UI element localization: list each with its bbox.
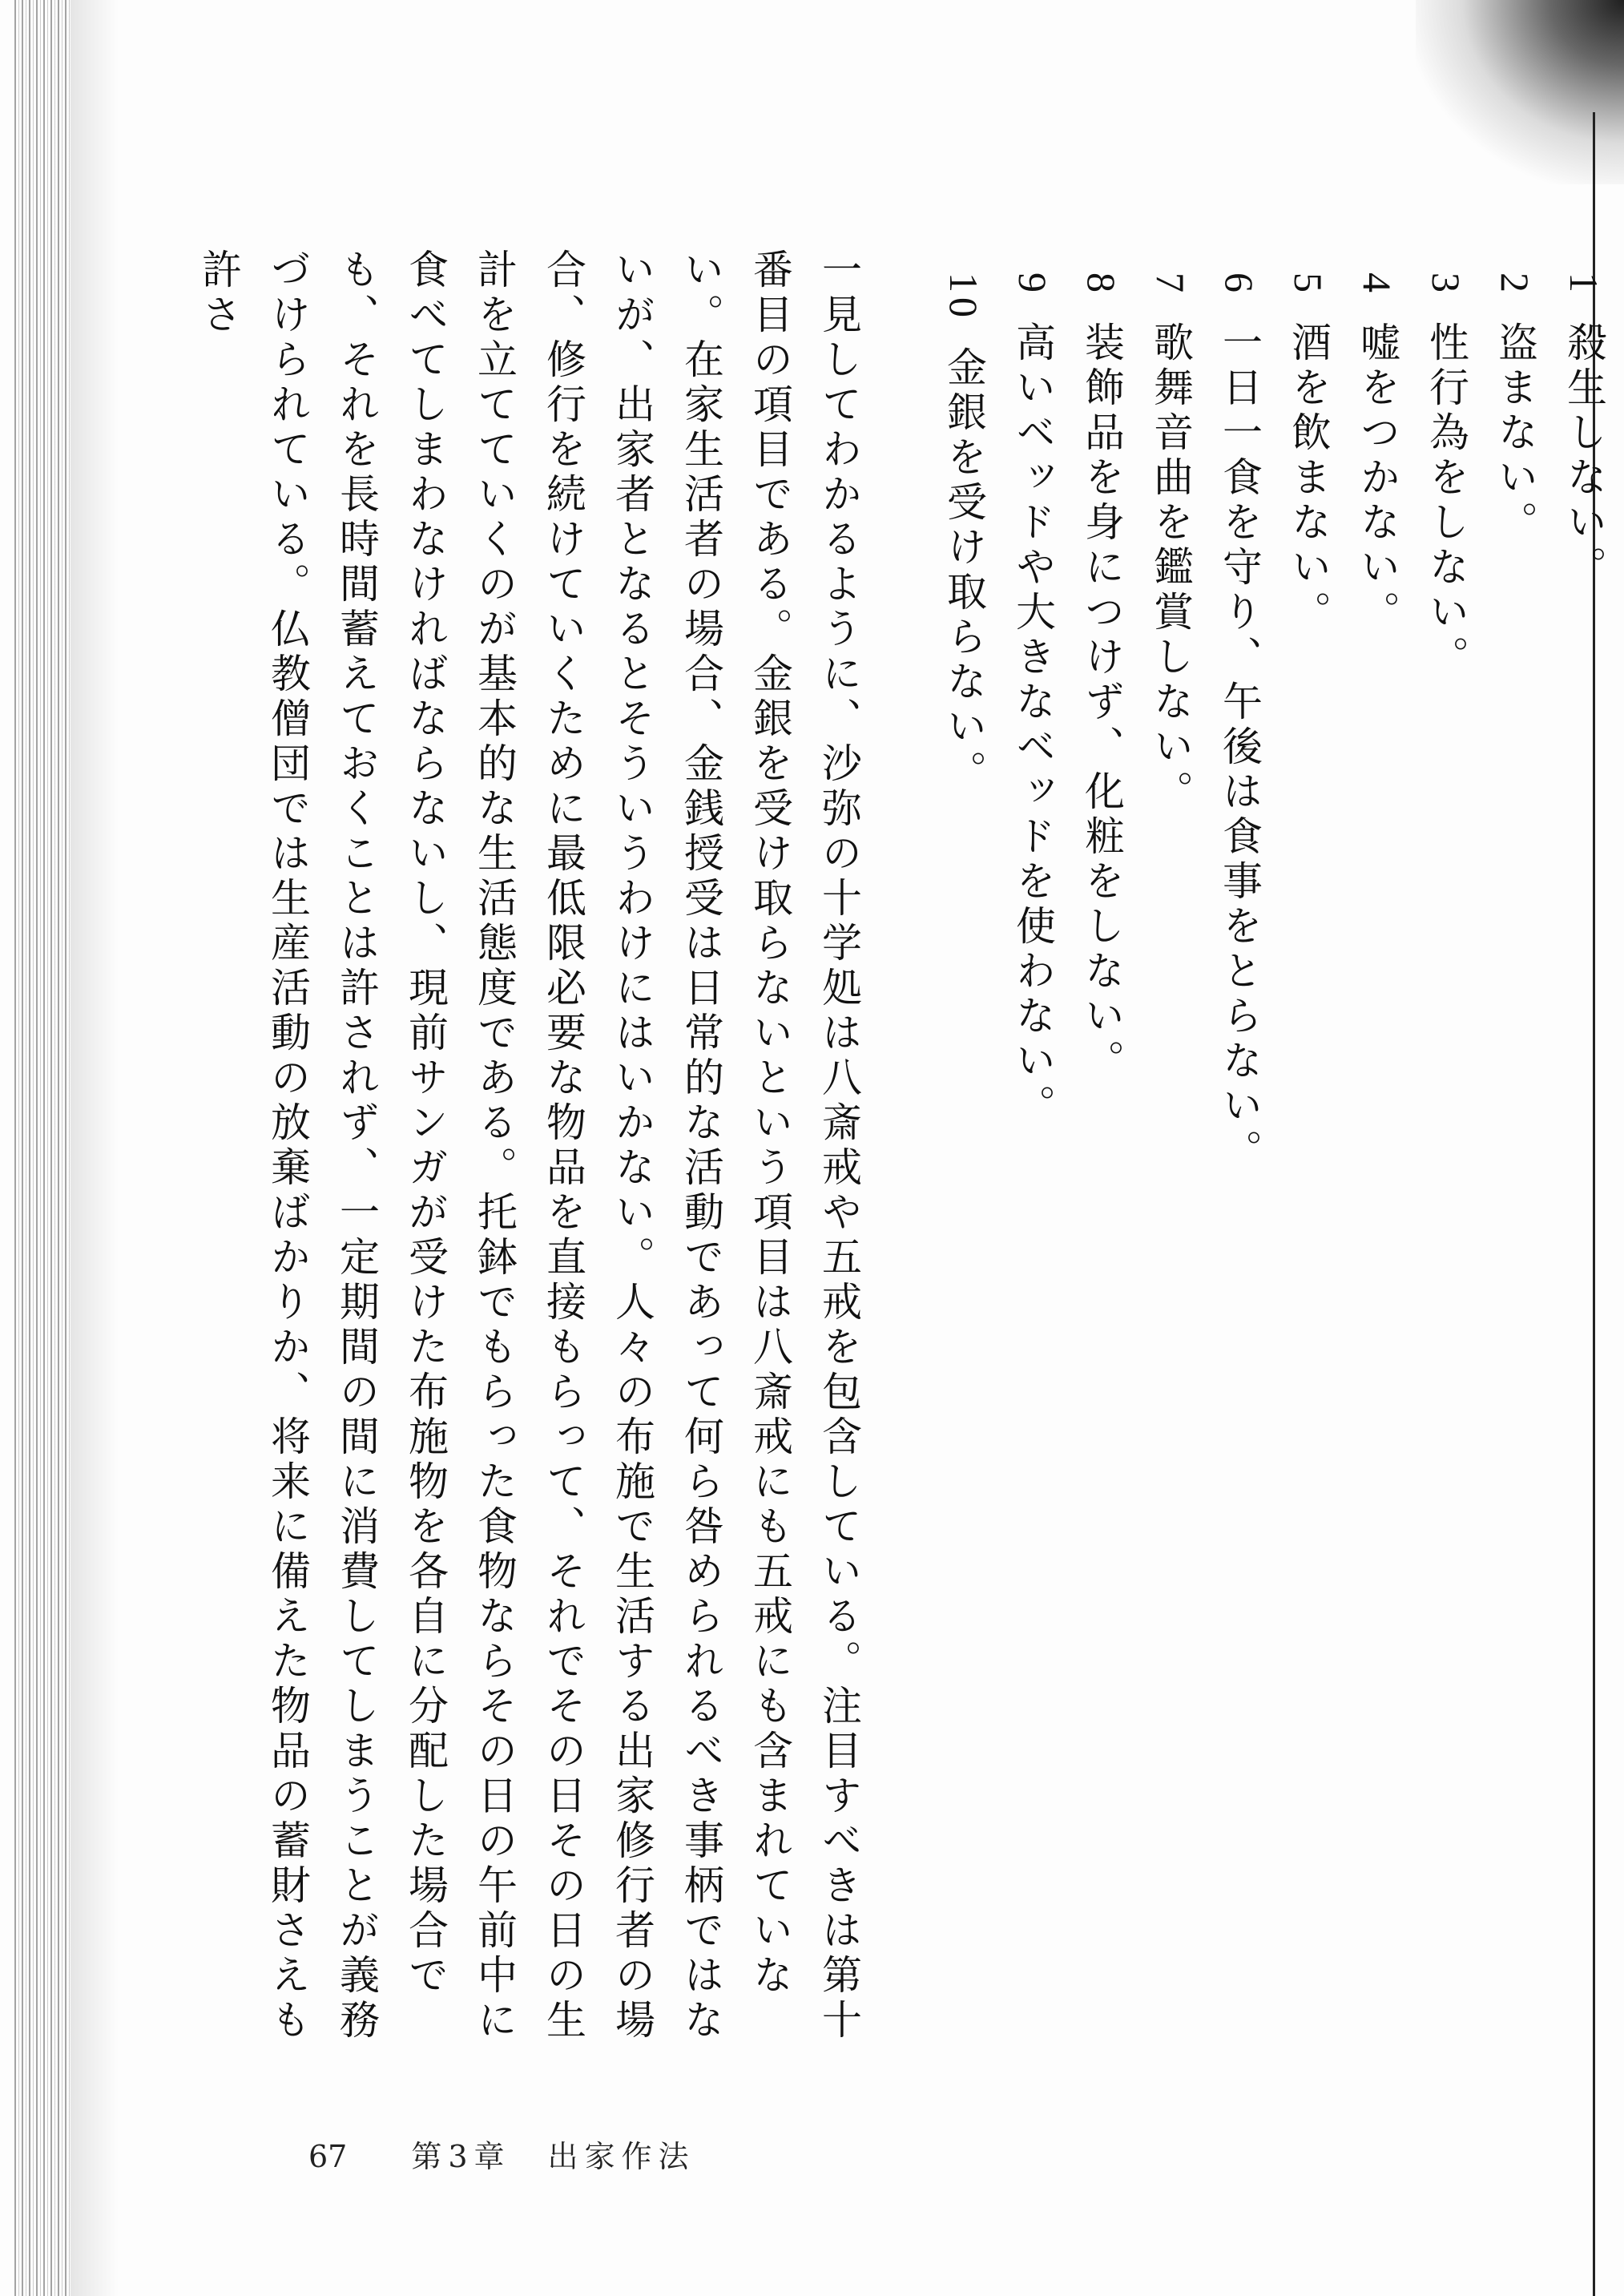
list-text: 高いベッドや大きなベッドを使わない。 [1009, 321, 1056, 1129]
list-text: 一日一食を守り、午後は食事をとらない。 [1216, 321, 1263, 1174]
list-item [998, 272, 1067, 1923]
list-number: 3 [1424, 272, 1469, 297]
list-text: 盗まない。 [1492, 321, 1538, 546]
paragraph-block [195, 248, 873, 2076]
list-item [1549, 272, 1618, 1923]
binding-gutter [14, 0, 71, 2296]
list-text: 酒を飲まない。 [1285, 321, 1332, 636]
list-number: 4 [1355, 272, 1400, 297]
list-text: 嘘をつかない。 [1354, 321, 1400, 636]
list-text: 殺生しない。 [1561, 321, 1607, 591]
page-number: 67 [308, 2139, 348, 2174]
list-item [1205, 272, 1274, 1923]
list-number: 5 [1286, 272, 1331, 297]
list-number: 7 [1148, 272, 1193, 297]
list-number: 8 [1079, 272, 1124, 297]
body-paragraph: 一見してわかるように、沙弥の十学処は八斎戒や五戒を包含している。注目すべきは第十番目の項目である。金銀を受け取らないという項目は八斎戒にも五戒にも含まれていない。在家生活者の場合、金銭授受は日常的な活動であって何ら咎められるべき事柄ではないが、出家者となるとそういうわけにはいかない。人々の布施で生活する出家修行者の場合、修行を続けていくために最低限必要な物品を直接もらって、それでその日その日の生計を立てていくのが基本的な生活態度である。托鉢でもらった食物ならその日の午前中に食べてしまわなければならないし、現前サンガが受けた布施物を各自に分配した場合でも、それを長時間蓄えておくことは許されず、一定期間の間に消費してしまうことが義務づけられている。仏教僧団では生産活動の放棄ばかりか、将来に備えた物品の蓄財さえも許さ [195, 248, 862, 2044]
list-number: 2 [1493, 272, 1537, 297]
list-item [1274, 272, 1343, 1923]
list-item [1136, 272, 1205, 1923]
running-header-chapter: 第3章 出家作法 [411, 2139, 695, 2174]
list-number: 1 [1562, 272, 1606, 297]
list-number: 10 [941, 272, 986, 322]
list-text: 性行為をしない。 [1423, 321, 1469, 680]
page-footer [308, 2132, 695, 2176]
list-item [1067, 272, 1136, 1923]
list-item [1412, 272, 1481, 1923]
list-number: 6 [1217, 272, 1262, 297]
list-item [1481, 272, 1549, 1923]
list-text: 金銀を受け取らない。 [941, 346, 987, 795]
list-item [1343, 272, 1412, 1923]
gutter-shadow [71, 0, 119, 2296]
list-text: 歌舞音曲を鑑賞しない。 [1147, 321, 1194, 815]
list-number: 9 [1010, 272, 1055, 297]
list-item [929, 272, 998, 1923]
list-text: 装飾品を身につけず、化粧をしない。 [1078, 321, 1125, 1084]
